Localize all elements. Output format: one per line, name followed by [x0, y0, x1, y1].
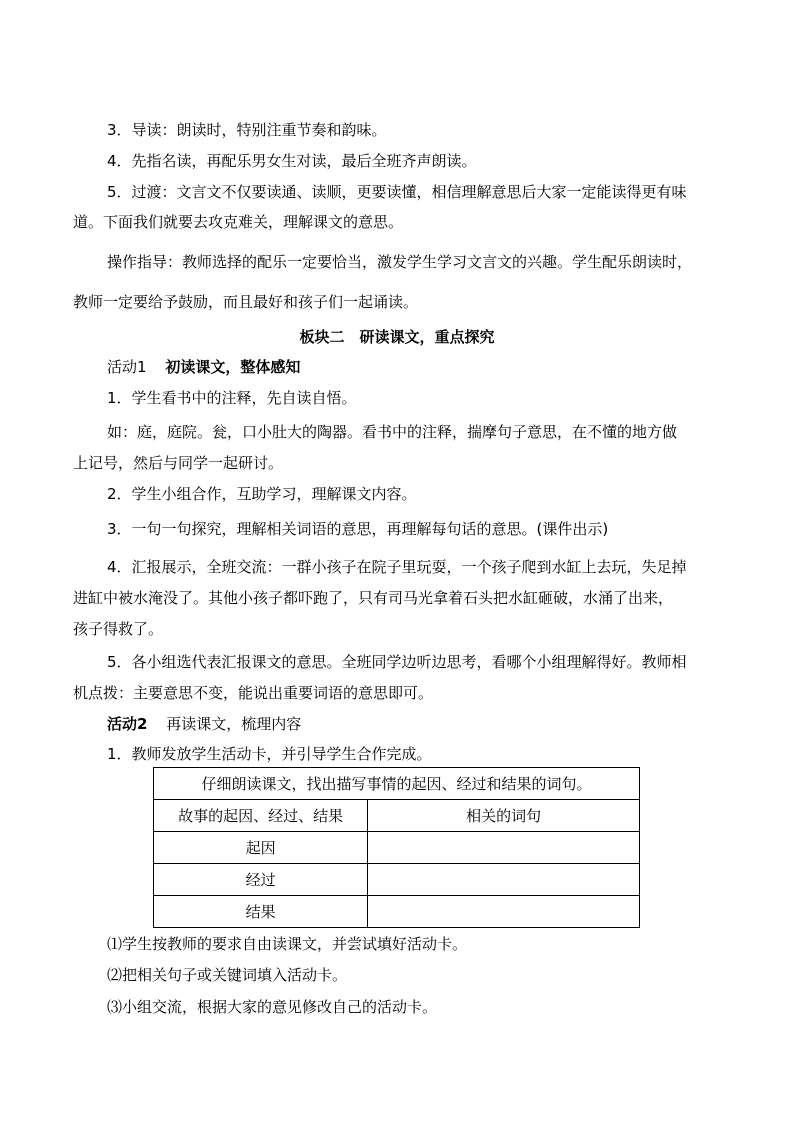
activity-1-heading — [107, 357, 300, 379]
activity-1-label: 活动1 — [107, 358, 147, 376]
table-row — [154, 864, 640, 896]
activity-2-heading — [107, 714, 301, 736]
activity-1-example-line2: 上记号，然后与同学一起研讨。 — [73, 454, 284, 472]
step-4-text: 4．先指名读，再配乐男女生对读，最后全班齐声朗读。 — [107, 152, 477, 170]
operation-guide-line1: 操作指导：教师选择的配乐一定要恰当，激发学生学习文言文的兴趣。学生配乐朗读时， — [107, 253, 693, 271]
table-row — [154, 896, 640, 928]
step-5-text-line1: 5．过渡：文言文不仅要读通、读顺，更要读懂，相信理解意思后大家一定能读得更有味 — [107, 183, 687, 201]
activity-card-stage-result: 结果 — [154, 896, 368, 928]
section-heading: 板块二 研读课文，重点探究 — [299, 328, 495, 346]
activity-2-sub-1: ⑴学生按教师的要求自由读课文，并尝试填好活动卡。 — [107, 935, 468, 953]
activity-1-item-4-line2: 进缸中被水淹没了。其他小孩子都吓跑了，只有司马光拿着石头把水缸砸破，水涌了出来， — [73, 589, 674, 607]
activity-1-example-line1: 如：庭，庭院。瓮，口小肚大的陶器。看书中的注释，揣摩句子意思，在不懂的地方做 — [107, 423, 678, 441]
activity-card-stage-process: 经过 — [154, 864, 368, 896]
activity-1-item-3: 3．一句一句探究，理解相关词语的意思，再理解每句话的意思。(课件出示) — [107, 520, 609, 538]
activity-1-item-4-line3: 孩子得救了。 — [73, 620, 164, 638]
activity-card-title-row — [154, 768, 640, 800]
activity-2-sub-3: ⑶小组交流，根据大家的意见修改自己的活动卡。 — [107, 998, 438, 1016]
activity-1-item-4-line1: 4．汇报展示，全班交流：一群小孩子在院子里玩耍，一个孩子爬到水缸上去玩，失足掉 — [107, 558, 687, 576]
activity-card-table — [153, 767, 640, 928]
step-3-text: 3．导读：朗读时，特别注重节奏和韵味。 — [107, 121, 387, 139]
activity-card-stage-cause: 起因 — [154, 832, 368, 864]
activity-2-label: 活动2 — [107, 715, 148, 733]
activity-2-title: 再读课文，梳理内容 — [166, 715, 302, 733]
step-5-text-line2: 道。下面我们就要去攻克难关，理解课文的意思。 — [73, 213, 404, 231]
activity-card-entry-process — [368, 864, 640, 896]
activity-card-title: 仔细朗读课文，找出描写事情的起因、经过和结果的词句。 — [154, 768, 640, 800]
table-row — [154, 832, 640, 864]
activity-card-header-row — [154, 800, 640, 832]
activity-2-sub-2: ⑵把相关句子或关键词填入活动卡。 — [107, 966, 348, 984]
activity-1-item-5-line2: 机点拨：主要意思不变，能说出重要词语的意思即可。 — [73, 684, 434, 702]
activity-1-item-5-line1: 5．各小组选代表汇报课文的意思。全班同学边听边思考，看哪个小组理解得好。教师相 — [107, 653, 687, 671]
activity-card-header-stage: 故事的起因、经过、结果 — [154, 800, 368, 832]
activity-card-header-text: 相关的词句 — [368, 800, 640, 832]
operation-guide-line2: 教师一定要给予鼓励，而且最好和孩子们一起诵读。 — [73, 293, 419, 311]
activity-card-entry-result — [368, 896, 640, 928]
activity-card-entry-cause — [368, 832, 640, 864]
activity-1-item-2: 2．学生小组合作，互助学习，理解课文内容。 — [107, 485, 417, 503]
activity-1-item-1: 1．学生看书中的注释，先自读自悟。 — [107, 389, 357, 407]
activity-1-title: 初读课文，整体感知 — [165, 358, 301, 376]
activity-2-item-1: 1．教师发放学生活动卡，并引导学生合作完成。 — [107, 745, 432, 763]
